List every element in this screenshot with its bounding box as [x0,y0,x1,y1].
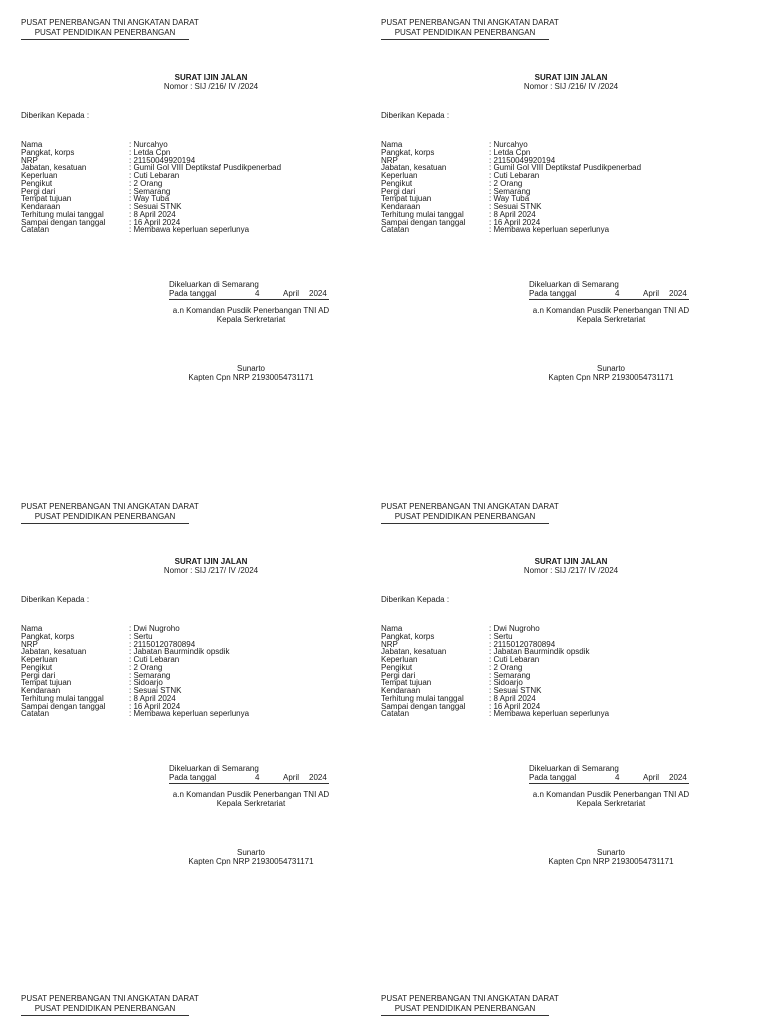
field-value: : 21150120780894 [129,639,196,649]
field-value: : Gumil Gol VIII Deptikstaf Pusdikpenerbad [129,163,282,173]
org-name: PUSAT PENERBANGAN TNI ANGKATAN DARAT [21,994,199,1003]
field-label: Keperluan [21,171,58,180]
field-value: : Nurcahyo [489,140,528,149]
org-name: PUSAT PENERBANGAN TNI ANGKATAN DARAT [381,502,559,511]
issued-day: 4 [255,773,260,782]
issued-place: Dikeluarkan di Semarang [529,280,619,289]
field-label: NRP [381,155,398,165]
issued-year: 2024 [669,773,687,782]
issued-date-label: Pada tanggal [169,289,217,298]
issued-year: 2024 [669,289,687,298]
field-value: : 16 April 2024 [129,701,181,711]
issued-year: 2024 [309,289,327,298]
org-unit: PUSAT PENDIDIKAN PENERBANGAN [381,513,549,524]
field-label: Sampai dengan tanggal [21,217,106,227]
travel-permit-letter [381,503,721,913]
field-value: : Membawa keperluan seperlunya [489,225,610,235]
field-label: Jabatan, kesatuan [21,163,87,173]
field-label: Tempat tujuan [381,194,432,204]
field-label: Nama [21,140,43,149]
signer-rank: Kapten Cpn NRP 21930054731171 [188,857,314,866]
field-value: : Sidoarjo [129,678,163,688]
issued-date-label: Pada tanggal [529,773,577,782]
field-label: Kendaraan [21,202,61,211]
on-behalf-line: a.n Komandan Pusdik Penerbangan TNI AD [172,306,330,315]
field-label: Pergi dari [21,670,56,680]
field-value: : Sesuai STNK [129,202,182,211]
issued-day: 4 [255,289,260,298]
travel-permit-letter [381,19,721,429]
given-to-label: Diberikan Kepada : [381,111,450,120]
org-unit: PUSAT PENDIDIKAN PENERBANGAN [381,29,549,40]
signer-position: Kepala Serkretariat [576,799,646,808]
field-label: Pergi dari [381,670,416,680]
field-value: : Semarang [129,670,171,680]
field-label: Pangkat, korps [381,147,435,157]
field-value: : Sertu [489,631,513,641]
signer-rank: Kapten Cpn NRP 21930054731171 [188,373,314,382]
field-label: Pengikut [21,178,53,188]
signer-name: Sunarto [596,848,626,857]
field-label: Pengikut [381,662,413,672]
field-label: Pergi dari [381,186,416,196]
field-label: Pengikut [381,178,413,188]
field-label: Sampai dengan tanggal [21,701,106,711]
signer-rank: Kapten Cpn NRP 21930054731171 [548,857,674,866]
field-label: Keperluan [381,171,418,180]
given-to-label: Diberikan Kepada : [21,595,90,604]
field-value: : Dwi Nugroho [489,624,540,633]
field-label: Kendaraan [381,202,421,211]
field-value: : Gumil Gol VIII Deptikstaf Pusdikpenerbad [489,163,642,173]
issued-date-label: Pada tanggal [169,773,217,782]
field-label: Tempat tujuan [21,678,72,688]
org-header [381,502,559,521]
signer-position: Kepala Serkretariat [576,315,646,324]
field-value: : 21150120780894 [489,639,556,649]
travel-permit-letter [21,503,361,913]
field-value: : 21150049920194 [129,155,196,165]
org-header [381,18,559,37]
issued-date [529,774,689,784]
next-letter-header [381,995,721,1023]
letter-number: Nomor : SIJ /217/ IV /2024 [523,566,619,575]
field-label: Catatan [21,709,50,719]
field-value: : Nurcahyo [129,140,168,149]
field-value: : Sidoarjo [489,678,523,688]
field-label: Tempat tujuan [21,194,72,204]
field-value: : 8 April 2024 [129,693,176,703]
field-value: : 21150049920194 [489,155,556,165]
on-behalf-line: a.n Komandan Pusdik Penerbangan TNI AD [172,790,330,799]
field-label: Pangkat, korps [381,631,435,641]
issued-month: April [643,289,660,298]
issued-date [529,290,689,300]
field-label: Pangkat, korps [21,631,75,641]
field-label: Tempat tujuan [381,678,432,688]
org-unit: PUSAT PENDIDIKAN PENERBANGAN [381,1005,549,1016]
org-header [21,18,199,37]
field-label: Kendaraan [381,686,421,695]
field-value: : Letda Cpn [489,147,531,157]
org-unit: PUSAT PENDIDIKAN PENERBANGAN [21,29,189,40]
field-value: : Way Tuba [129,194,170,204]
letter-title: SURAT IJIN JALAN [534,557,608,566]
letter-title: SURAT IJIN JALAN [174,557,248,566]
field-label: Pergi dari [21,186,56,196]
org-header [381,994,559,1013]
field-label: Kendaraan [21,686,61,695]
issued-month: April [283,773,300,782]
field-value: : Jabatan Baurmindik opsdik [489,647,590,657]
field-value: : Semarang [489,670,531,680]
field-value: : Sesuai STNK [489,686,542,695]
signer-position: Kepala Serkretariat [216,799,286,808]
field-label: NRP [21,639,38,649]
field-label: Sampai dengan tanggal [381,701,466,711]
field-value: : 8 April 2024 [489,209,536,219]
field-label: Catatan [381,709,410,719]
on-behalf-line: a.n Komandan Pusdik Penerbangan TNI AD [532,306,690,315]
issued-date [169,774,329,784]
field-value: : 16 April 2024 [489,701,541,711]
signer-rank: Kapten Cpn NRP 21930054731171 [548,373,674,382]
field-value: : Membawa keperluan seperlunya [129,225,250,235]
field-label: Pengikut [21,662,53,672]
given-to-label: Diberikan Kepada : [381,595,450,604]
org-header [21,502,199,521]
field-value: : Sesuai STNK [489,202,542,211]
signer-position: Kepala Serkretariat [216,315,286,324]
travel-permit-letter [21,19,361,429]
field-value: : Membawa keperluan seperlunya [489,709,610,719]
field-value: : 8 April 2024 [489,693,536,703]
org-unit: PUSAT PENDIDIKAN PENERBANGAN [21,513,189,524]
field-value: : Sesuai STNK [129,686,182,695]
issued-place: Dikeluarkan di Semarang [169,764,259,773]
field-label: Jabatan, kesatuan [381,647,447,657]
field-value: : 2 Orang [129,662,163,672]
letter-number: Nomor : SIJ /217/ IV /2024 [163,566,259,575]
field-value: : 8 April 2024 [129,209,176,219]
field-label: Keperluan [381,655,418,664]
field-label: Catatan [21,225,50,235]
field-value: : 16 April 2024 [489,217,541,227]
field-value: : Way Tuba [489,194,530,204]
field-value: : 2 Orang [129,178,163,188]
field-label: Terhitung mulai tanggal [381,209,464,219]
issued-place: Dikeluarkan di Semarang [529,764,619,773]
field-label: Jabatan, kesatuan [381,163,447,173]
field-label: NRP [21,155,38,165]
field-value: : Letda Cpn [129,147,171,157]
org-name: PUSAT PENERBANGAN TNI ANGKATAN DARAT [381,18,559,27]
issued-place: Dikeluarkan di Semarang [169,280,259,289]
field-label: Nama [21,624,43,633]
issued-day: 4 [615,289,620,298]
field-label: Sampai dengan tanggal [381,217,466,227]
field-label: Catatan [381,225,410,235]
issued-year: 2024 [309,773,327,782]
letter-title: SURAT IJIN JALAN [174,73,248,82]
field-label: NRP [381,639,398,649]
field-value: : 16 April 2024 [129,217,181,227]
org-name: PUSAT PENERBANGAN TNI ANGKATAN DARAT [21,502,199,511]
field-label: Terhitung mulai tanggal [381,693,464,703]
field-value: : Cuti Lebaran [489,655,540,664]
letter-title: SURAT IJIN JALAN [534,73,608,82]
issued-date [169,290,329,300]
signer-name: Sunarto [236,364,266,373]
org-header [21,994,199,1013]
issued-month: April [643,773,660,782]
on-behalf-line: a.n Komandan Pusdik Penerbangan TNI AD [532,790,690,799]
org-name: PUSAT PENERBANGAN TNI ANGKATAN DARAT [21,18,199,27]
field-value: : Jabatan Baurmindik opsdik [129,647,230,657]
letter-number: Nomor : SIJ /216/ IV /2024 [163,82,259,91]
field-value: : Sertu [129,631,153,641]
field-value: : 2 Orang [489,178,523,188]
signer-name: Sunarto [596,364,626,373]
field-value: : Membawa keperluan seperlunya [129,709,250,719]
field-value: : Cuti Lebaran [489,171,540,180]
field-label: Keperluan [21,655,58,664]
issued-day: 4 [615,773,620,782]
next-letter-header [21,995,361,1023]
field-label: Pangkat, korps [21,147,75,157]
field-value: : Cuti Lebaran [129,171,180,180]
field-value: : Cuti Lebaran [129,655,180,664]
field-value: : Semarang [129,186,171,196]
given-to-label: Diberikan Kepada : [21,111,90,120]
issued-date-label: Pada tanggal [529,289,577,298]
field-value: : 2 Orang [489,662,523,672]
signer-name: Sunarto [236,848,266,857]
field-label: Jabatan, kesatuan [21,647,87,657]
org-name: PUSAT PENERBANGAN TNI ANGKATAN DARAT [381,994,559,1003]
org-unit: PUSAT PENDIDIKAN PENERBANGAN [21,1005,189,1016]
field-value: : Semarang [489,186,531,196]
field-label: Terhitung mulai tanggal [21,693,104,703]
field-value: : Dwi Nugroho [129,624,180,633]
field-label: Nama [381,624,403,633]
field-label: Nama [381,140,403,149]
issued-month: April [283,289,300,298]
field-label: Terhitung mulai tanggal [21,209,104,219]
letter-number: Nomor : SIJ /216/ IV /2024 [523,82,619,91]
